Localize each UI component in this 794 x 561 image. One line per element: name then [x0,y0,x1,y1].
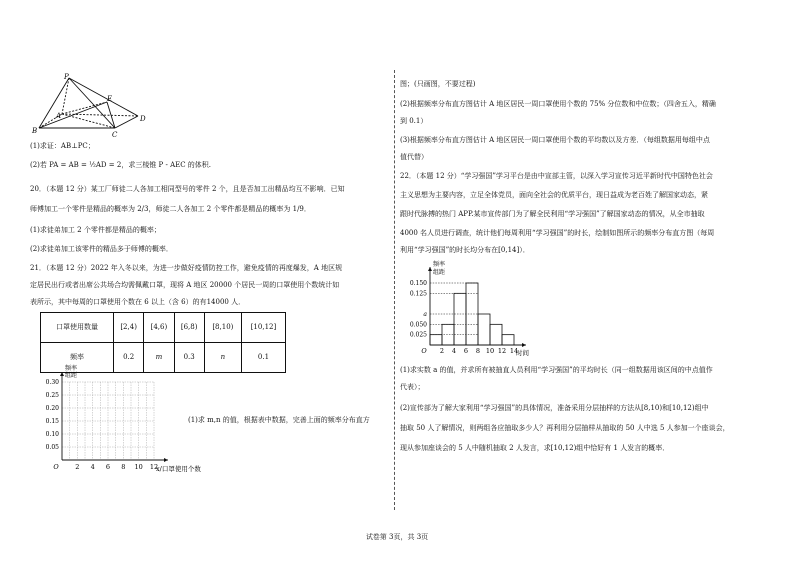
histogram-grid-chart [30,365,210,475]
y-tick-label: 0.20 [45,405,59,412]
q20-stem-line1: 20．（本题 12 分）某工厂师徒二人各加工相同型号的零件 2 个，且是否加工出精品均互不影响．已知 [30,185,345,193]
histogram-bar [454,293,466,345]
q22-part1-cont: 代表）； [400,383,425,391]
x-tick-label: 10 [134,463,143,471]
q22-stem-line3: 跟时代脉搏的热门 APP.某市宣传部门为了解全民利用“学习强国”了解国家动态的情况，从全市抽取 [400,210,705,218]
y-axis-label: 频率 [65,365,78,372]
x-tick-label: O [53,463,59,471]
x-axis-label: 时间 [516,349,529,357]
table-cell: 口罩使用数量 [41,313,114,343]
y-tick-label: 0.15 [45,418,59,425]
table-row [41,313,286,343]
vertex-label-a: A [56,112,62,120]
vertex-label-p: P [64,73,69,81]
q20-part1: (1)求徒弟加工 2 个零件都是精品的概率； [30,226,161,234]
x-tick-label: 8 [475,347,481,355]
y-tick-label: 0.30 [45,379,59,386]
x-axis-arrow [522,343,526,347]
q21-stem-line1: 21．（本题 12 分）2022 年入冬以来，为进一步做好疫情防控工作，避免疫情的再度爆发，A 地区规 [30,264,343,272]
q20-stem-line2: 师傅加工一个零件是精品的概率为 2/3，师徒二人各加工 2 个零件都是精品的概率为 1/9． [30,205,311,213]
frequency-table [40,312,286,373]
q22-part1: (1)求实数 a 的值，并求所有被抽直人员利用“学习强国”的平均时长（同一组数据用该区间的中点值作 [400,366,713,374]
study-time-histogram [402,261,552,360]
y-tick-label: 0.25 [45,392,59,399]
y-tick-label: 0.10 [45,431,59,438]
q21-continued: 图；(只画图，不要过程) [400,80,476,88]
vertex-label-c: C [112,131,118,139]
x-tick-label: O [421,347,427,355]
q21-part3: (3)根据频率分布直方图估计 A 地区居民一周口罩使用个数的平均数以及方差．（每组数据用每组中点 [400,136,710,144]
q21-stem-line2: 定居民出行或者出席公共场合均需佩戴口罩，现将 A 地区 20000 个居民一周的口罩使用个数统计如 [30,281,340,289]
page-footer: 试卷第 3页，共 3页 [365,533,429,541]
y-tick-label: 0.050 [409,321,427,329]
vertex-label-b: B [32,127,38,135]
q22-part2-cont2: 现从参加座谈会的 5 人中随机抽取 2 人发言，求[10,12)组中恰好有 1 人发言的概率． [400,444,670,452]
q22-stem-line4: 4000 名人员进行调查，统计他们每周利用“学习强国”的时长，绘制如图所示的频率分布直方图（每周 [400,229,715,237]
q22-stem-line5: 利用“学习强国”的时长均分布在[0,14]）． [400,246,530,254]
table-cell: 0.1 [241,343,285,373]
q21-stem-line3: 表所示，其中每周的口罩使用个数在 6 以上（含 6）的有14000 人． [30,298,246,306]
y-axis-label: 组距 [65,372,78,379]
q22-stem-line1: 22．（本题 12 分）“学习强国”学习平台是由中宣部主管，以深入学习宣传习近平新时代中国特色社会 [400,172,713,180]
q22-stem-line2: 主义思想为主要内容，立足全体党员，面向全社会的优质平台，现日益成为老百姓了解国家动态，紧 [400,191,708,199]
q21-part2-cont: 到 0.1） [400,117,428,125]
q19-part1: (1)求证：AB⊥PC； [30,142,95,150]
q20-part2: (2)求徒弟加工该零件的精品多于师傅的概率． [30,245,173,253]
y-tick-label: 0.150 [409,280,427,287]
table-cell: [8,10) [204,313,241,343]
table-cell: 0.3 [174,343,204,373]
y-axis-label: 频率 [433,261,446,268]
q22-part2: (2)宣传部为了解大家利用“学习强国”的具体情况，准备采用分层抽样的方法从[8,10)和[10,12)组中 [400,404,709,412]
q21-part3-cont: 值代替） [400,153,428,161]
y-tick-label: 0.05 [45,444,59,451]
y-axis-label: 组距 [433,269,446,276]
y-tick-label: a [423,311,427,318]
q21-part2: (2)根据频率分布直方图估计 A 地区居民一周口罩使用个数的 75% 分位数和中位数；（四舍五入，精确 [400,100,716,108]
table-cell: [2,4) [114,313,144,343]
x-tick-label: 4 [451,347,457,355]
table-cell: 频率 [41,343,114,373]
table-cell: [6,8) [174,313,204,343]
x-axis-arrow [164,458,168,462]
q22-part2-cont1: 抽取 50 人了解情况，则两组各应抽取多少人？再利用分层抽样从抽取的 50 人中选 5 人参加一个座谈会， [400,424,730,432]
table-row [41,343,286,373]
histogram-bar [430,335,442,345]
vertex-label-d: D [140,115,146,123]
histogram-bar [478,314,490,345]
x-tick-label: 12 [149,463,159,471]
table-cell: m [144,343,174,373]
table-cell: 0.2 [114,343,144,373]
y-tick-label: 0.125 [409,290,427,298]
x-tick-label: 2 [75,463,80,471]
x-tick-label: 14 [509,347,519,355]
histogram-bar [490,324,502,345]
x-tick-label: 6 [105,463,111,471]
pyramid-figure [32,74,162,138]
table-cell: [4,6) [144,313,174,343]
x-tick-label: 2 [439,347,445,355]
x-tick-label: 12 [497,347,507,355]
y-tick-label: 0.025 [409,331,427,339]
x-tick-label: 4 [90,463,95,471]
x-axis-label: x/口罩使用个数 [156,465,201,473]
table-cell: [10,12] [241,313,285,343]
histogram-bar [502,335,514,345]
column-divider [394,70,395,510]
y-axis-arrow [60,372,64,376]
vertex-label-e: E [107,95,113,103]
x-tick-label: 6 [463,347,469,355]
q19-part2: (2)若 PA = AB = ½AD = 2，求三棱锥 P - AEC 的体积. [30,161,212,169]
x-tick-label: 8 [121,463,126,471]
table-cell: n [204,343,241,373]
x-tick-label: 10 [485,347,495,355]
y-axis-arrow [428,267,432,271]
q21-part1: (1)求 m,n 的值，根据表中数据，完善上面的频率分布直方 [188,416,370,424]
